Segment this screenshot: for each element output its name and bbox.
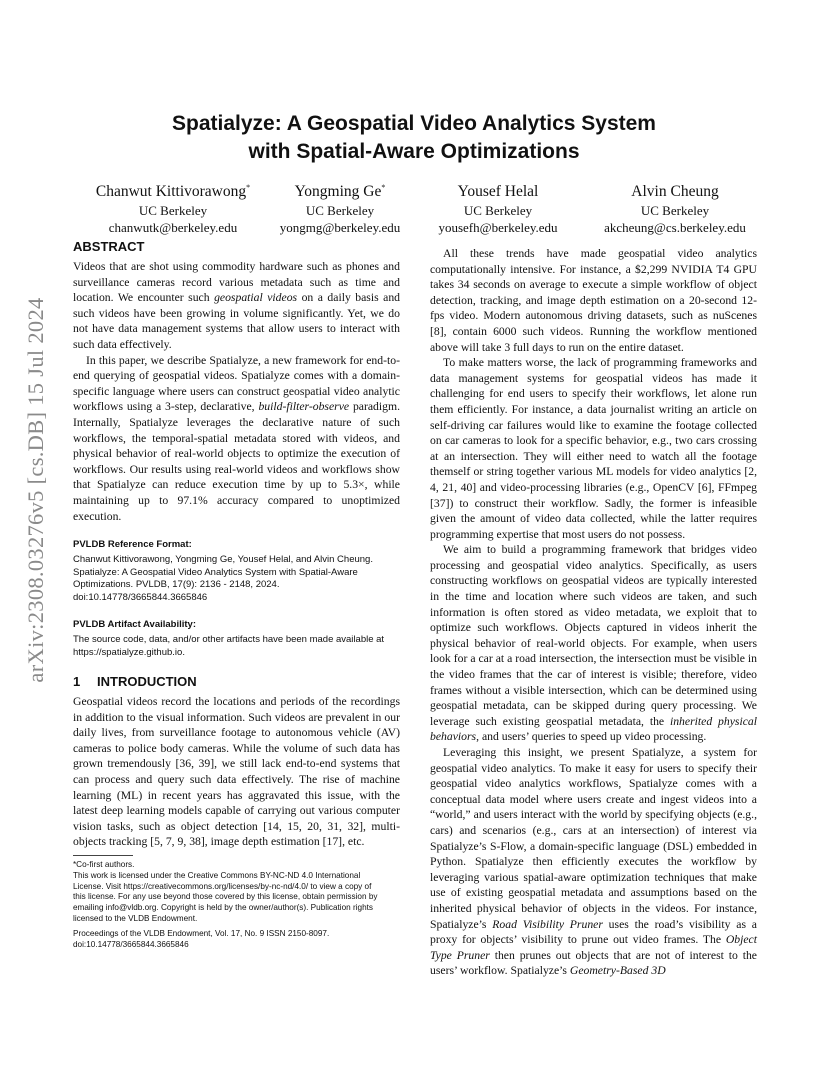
abstract-heading: ABSTRACT — [73, 239, 145, 254]
author-email[interactable]: akcheung@cs.berkeley.edu — [604, 220, 746, 236]
abstract-paragraph: In this paper, we describe Spatialyze, a new framework for end-to-end querying of geospatial videos. Spatialyze comes with a domain-specific language where users can construct geospatial video analytic workflows using a 3-step, declarative, build-filter-observe paradigm. Internally, Spatialyze leverages the declarative nature of such workflows, the temporal-spatial metadata stored with videos, and physical behavior of real-world objects to optimize the execution of workflows. Our results using real-world videos and workflows show that Spatialyze can reduce execution time by up to 5.3×, while maintaining up to 97.1% accuracy compared to unoptimized execution. — [73, 353, 401, 523]
right-column — [430, 246, 757, 979]
left-column — [73, 238, 400, 850]
footnotes — [73, 860, 400, 950]
footnote-rule — [73, 855, 133, 856]
body-paragraph: To make matters worse, the lack of programming frameworks and data management systems for geospatial videos has made it challenging for end users to specify their workflows, let alone run them efficiently. For instance, a data journalist writing an article on self-driving car failures would like to examine the footage collected on car cameras to look for a specific behavior, e.g., two cars crossing at an intersection. They will either need to watch all the footage themself or string together various ML models for video analytics [2, 4, 21, 40] and video-processing libraries (e.g., OpenCV [6], FFmpeg [37]) to construct their workflow. Sadly, the former is infeasible given the amount of video data collected, while the latter requires programming expertise that most users do not possess. — [430, 356, 757, 541]
artifact-link[interactable]: https://spatialyze.github.io. — [73, 646, 185, 658]
reference-doi[interactable]: doi:10.14778/3665844.3665846 — [73, 591, 208, 603]
reference-format-text: Chanwut Kittivorawong, Yongming Ge, Yousef Helal, and Alvin Cheung. Spatialyze: A Geospatial Video Analytics System with Spatial-Aware Optimizations. PVLDB, 17(9): 2136 - 2148, 2024. doi:10.14778/3665844.3665846 — [73, 554, 400, 604]
license-text: this license. For any use beyond those covered by this license, obtain permission by — [73, 892, 378, 902]
body-paragraph: All these trends have made geospatial video analytics computationally intensive. For instance, a $2,299 NVIDIA T4 GPU takes 34 seconds on average to execute a simple workflow of object detection, tracking, and image depth estimation on a 20-second 12-fps video. Modern autonomous driving datasets, such as nuScenes [8], contain 6000 such videos. Running the workflow mentioned above will take 3 full days to run on the entire dataset. — [430, 247, 757, 354]
author-email[interactable]: yongmg@berkeley.edu — [279, 220, 401, 236]
author-affiliation: UC Berkeley — [138, 203, 208, 219]
introduction-paragraph: Geospatial videos record the locations and periods of the recordings in addition to the visual information. Such videos are prevalent in our daily lives, from surveillance footage to autonomous vehicle (AV) cameras to police body cameras. While the volume of such data has grown tremendously [36, 39], we still lack end-to-end systems that can process and query such data effectively. The rise of machine learning (ML) in recent years has aggravated this issue, with the latest deep learning models capable of carrying out various computer vision tasks, such as object detection [14, 15, 20, 31, 32], multi-objects tracking [5, 7, 9, 38], image depth estimation [17], etc. — [73, 695, 400, 849]
author-email[interactable]: chanwutk@berkeley.edu — [108, 220, 238, 236]
author-block — [255, 178, 425, 236]
cofirst-footnote: *Co-first authors. — [73, 860, 135, 869]
arxiv-stamp — [22, 295, 50, 685]
author-block — [580, 178, 770, 236]
author-block — [73, 178, 273, 236]
arxiv-id: arXiv:2308.03276v5 [cs.DB] 15 Jul 2024 — [23, 297, 48, 683]
title-line-2: with Spatial-Aware Optimizations — [248, 140, 580, 163]
author-name: Yousef Helal — [457, 183, 539, 201]
author-affiliation: UC Berkeley — [463, 203, 533, 219]
author-name: Alvin Cheung — [631, 183, 719, 201]
reference-format-heading: PVLDB Reference Format: — [73, 539, 192, 551]
license-text: emailing info@vldb.org. Copyright is held by the owner/author(s). Publication rights — [73, 903, 374, 913]
author-name: Yongming Ge* — [294, 183, 386, 201]
author-block — [418, 178, 578, 236]
paper-title — [0, 110, 828, 166]
author-name: Chanwut Kittivorawong* — [95, 183, 251, 201]
proceedings-text: Proceedings of the VLDB Endowment, Vol. 17, No. 9 ISSN 2150-8097. — [73, 928, 330, 938]
license-text: License. Visit https://creativecommons.org/licenses/by-nc-nd/4.0/ to view a copy of — [73, 881, 372, 891]
license-text: licensed to the VLDB Endowment. — [73, 913, 198, 923]
introduction-heading: 1 INTRODUCTION — [73, 674, 197, 690]
body-paragraph: We aim to build a programming framework that bridges video processing and geospatial video analytics. Specifically, as users constructing workflows on geospatial videos are typically interested in the time and location where such videos are taken, and such information is often stored as video metadata, we exploit that to optimize such workflows. Objects captured in videos inherit the physical behavior of real-world objects. For example, when users look for a car at a road intersection, the intersection must be visible in the video frames that the car of interest is visible; therefore, video frames without a visible intersection, which can be determined using geospatial metadata, can be skipped during query processing. We leverage such existing geospatial metadata, the inherited physical behaviors, and users’ queries to speed up video processing. — [430, 543, 757, 744]
author-affiliation: UC Berkeley — [640, 203, 710, 219]
artifact-heading: PVLDB Artifact Availability: — [73, 619, 196, 631]
proceedings-doi[interactable]: doi:10.14778/3665844.3665846 — [73, 939, 189, 949]
title-line-1: Spatialyze: A Geospatial Video Analytics System — [172, 112, 656, 135]
artifact-text: The source code, data, and/or other artifacts have been made available at https://spatialyze.github.io. — [73, 634, 400, 659]
author-email[interactable]: yousefh@berkeley.edu — [438, 220, 558, 236]
body-paragraph: Leveraging this insight, we present Spatialyze, a system for geospatial video analytics. To make it easy for users to specify their geospatial video analytics workflows, Spatialyze comes with a conceptual data model where users create and ingest videos into a “world,” and users interact with the world by specifying objects (e.g., cars) and scenarios (e.g., cars at an intersection) of interest via Spatialyze’s S-Flow, a domain-specific language (DSL) embedded in Python. Spatialyze then efficiently executes the workflow by leveraging various spatial-aware optimization techniques that make use of existing geospatial metadata and assumptions based on the inherited physical behavior of objects in the videos. For instance, Spatialyze’s Road Visibility Pruner uses the road’s visibility as a proxy for objects’ visibility to prune out video frames. The Object Type Pruner then prunes out objects that are not of interest to the users’ workflow. Spatialyze’s Geometry-Based 3D — [430, 746, 757, 978]
license-text: This work is licensed under the Creative Commons BY-NC-ND 4.0 International — [73, 870, 361, 880]
author-affiliation: UC Berkeley — [305, 203, 375, 219]
abstract-paragraph: Videos that are shot using commodity hardware such as phones and surveillance cameras record various metadata such as time and location. We encounter such geospatial videos on a daily basis and such videos have been growing in volume significantly. Yet, we do not have data management systems that allow users to interact with such data effectively. — [73, 260, 401, 351]
